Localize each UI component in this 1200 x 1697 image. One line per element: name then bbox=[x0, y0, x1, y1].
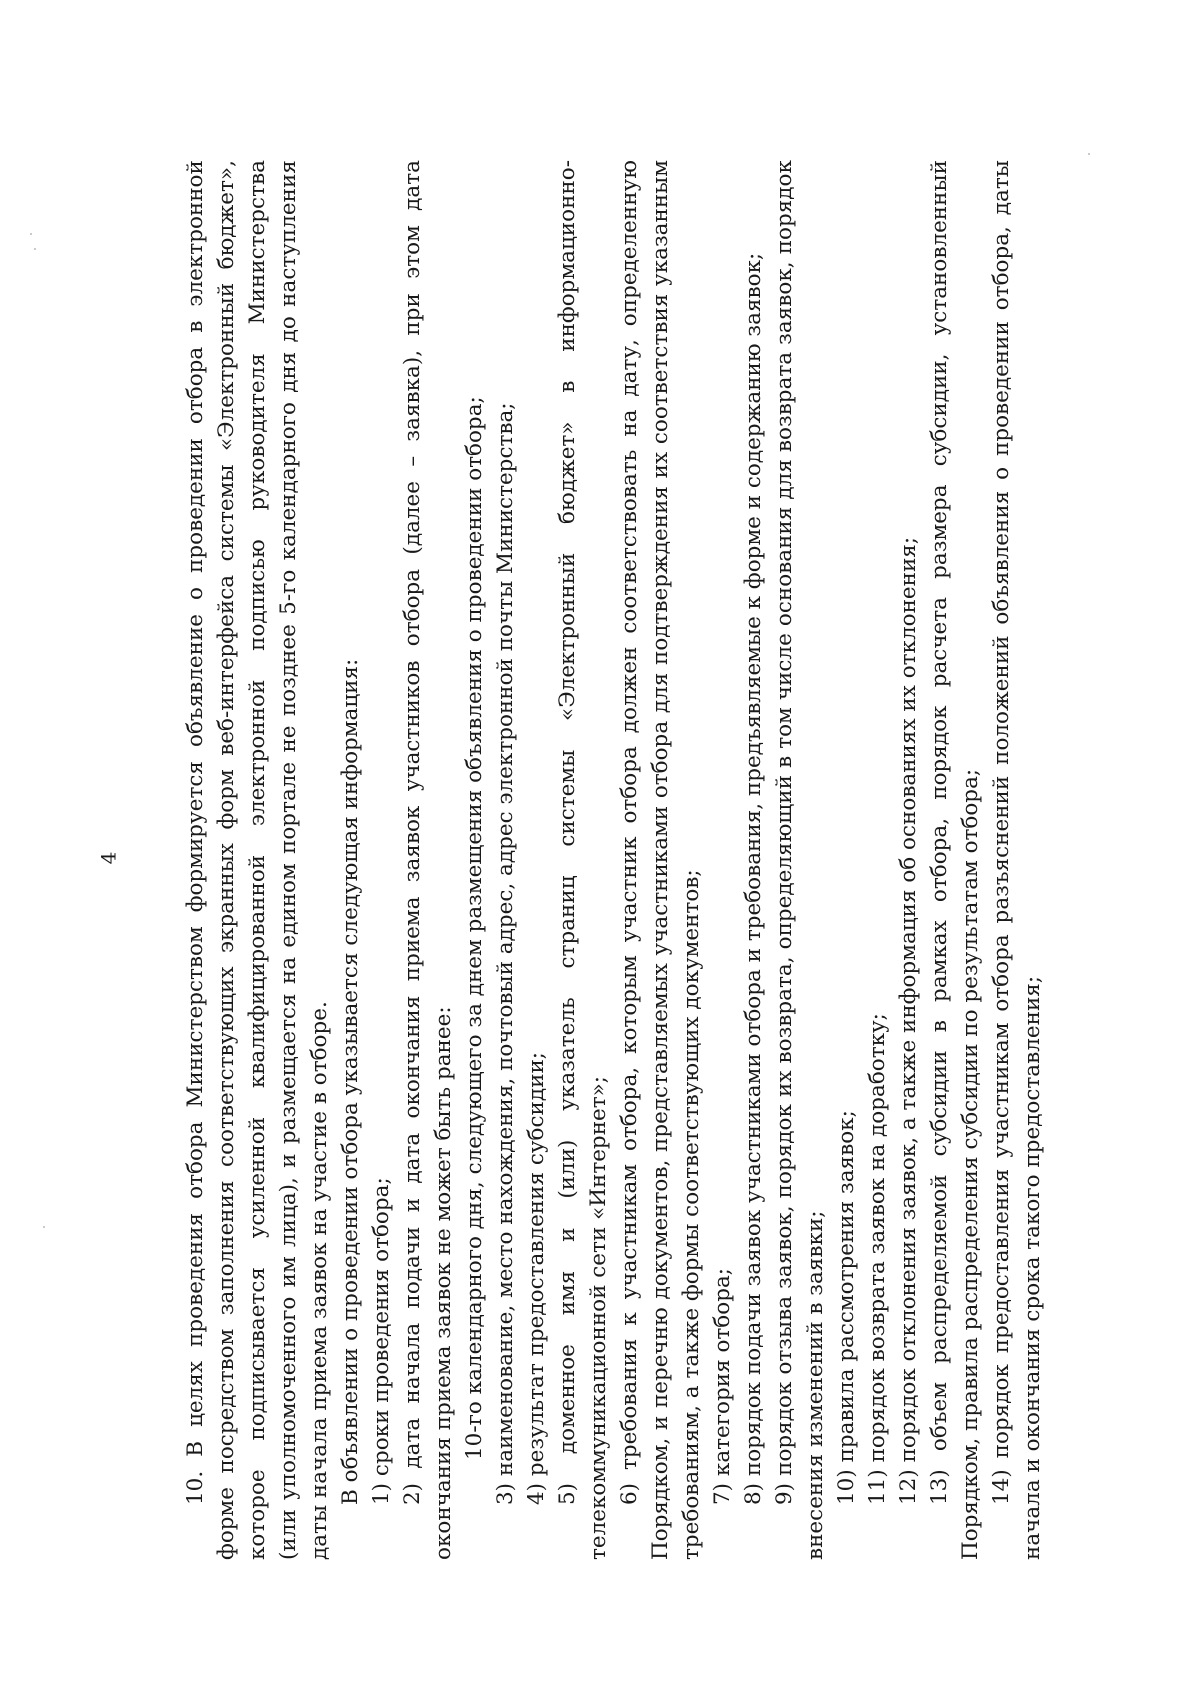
text-line: 14) порядок предоставления участникам отбора разъяснений положений объявления о проведении отбора, даты bbox=[989, 160, 1014, 1505]
text-line: 1) сроки проведения отбора; bbox=[369, 1177, 394, 1505]
text-line: 4) результат предоставления субсидии; bbox=[524, 1051, 549, 1505]
text-line: внесения изменений в заявки; bbox=[803, 1210, 828, 1560]
document-body bbox=[180, 160, 1045, 1560]
text-line: 10-го календарного дня, следующего за днем размещения объявления о проведении отбора; bbox=[462, 396, 487, 1460]
text-line: 8) порядок подачи заявок участниками отбора и требования, предъявляемые к форме и содержанию заявок; bbox=[741, 252, 766, 1505]
text-line: Порядком, правила распределения субсидии по результатам отбора; bbox=[958, 768, 983, 1560]
text-line: 13) объем распределяемой субсидии в рамках отбора, порядок расчета размера субсидии, установленный bbox=[927, 160, 952, 1505]
scan-speck bbox=[30, 233, 32, 235]
text-line: 9) порядок отзыва заявок, порядок их возврата, определяющий в том числе основания для возврата заявок, порядок bbox=[772, 160, 797, 1505]
text-line: форме посредством заполнения соответствующих экранных форм веб-интерфейса системы «Электронный бюджет», bbox=[214, 160, 239, 1560]
text-line: требованиям, а также формы соответствующих документов; bbox=[679, 869, 704, 1560]
text-line: Порядком, и перечню документов, представляемых участниками отбора для подтверждения их соответствия указанным bbox=[648, 160, 673, 1560]
text-line: 12) порядок отклонения заявок, а также информация об основаниях их отклонения; bbox=[896, 536, 921, 1505]
text-line: 10) правила рассмотрения заявок; bbox=[834, 1110, 859, 1505]
scan-speck bbox=[43, 1226, 45, 1228]
text-line: 3) наименование, место нахождения, почтовый адрес, адрес электронной почты Министерства; bbox=[493, 402, 518, 1505]
text-line: начала и окончания срока такого предоставления; bbox=[1020, 975, 1045, 1560]
text-line: 10. В целях проведения отбора Министерством формируется объявление о проведении отбора в электронной bbox=[183, 160, 208, 1505]
scan-speck bbox=[1088, 153, 1090, 155]
text-line: 5) доменное имя и (или) указатель страниц системы «Электронный бюджет» в информационно- bbox=[555, 160, 580, 1505]
text-line: телекоммуникационной сети «Интернет»; bbox=[586, 1075, 611, 1560]
text-line: 2) дата начала подачи и дата окончания приема заявок участников отбора (далее – заявка), при этом дата bbox=[400, 160, 425, 1505]
text-line: 7) категория отбора; bbox=[710, 1267, 735, 1505]
text-line: (или уполномоченного им лица), и размещается на едином портале не позднее 5-го календарного дня до наступления bbox=[276, 160, 301, 1560]
text-line: 11) порядок возврата заявок на доработку; bbox=[865, 1013, 890, 1505]
text-line: даты начала приема заявок на участие в отборе. bbox=[307, 1001, 332, 1560]
scan-speck bbox=[34, 248, 36, 250]
page-number: 4 bbox=[96, 851, 121, 865]
text-line: В объявлении о проведении отбора указывается следующая информация: bbox=[338, 658, 363, 1505]
text-line: 6) требования к участникам отбора, которым участник отбора должен соответствовать на дату, определенную bbox=[617, 160, 642, 1505]
text-line: окончания приема заявок не может быть ранее: bbox=[431, 1006, 456, 1560]
text-line: которое подписывается усиленной квалифицированной электронной подписью руководителя Министерства bbox=[245, 160, 270, 1560]
